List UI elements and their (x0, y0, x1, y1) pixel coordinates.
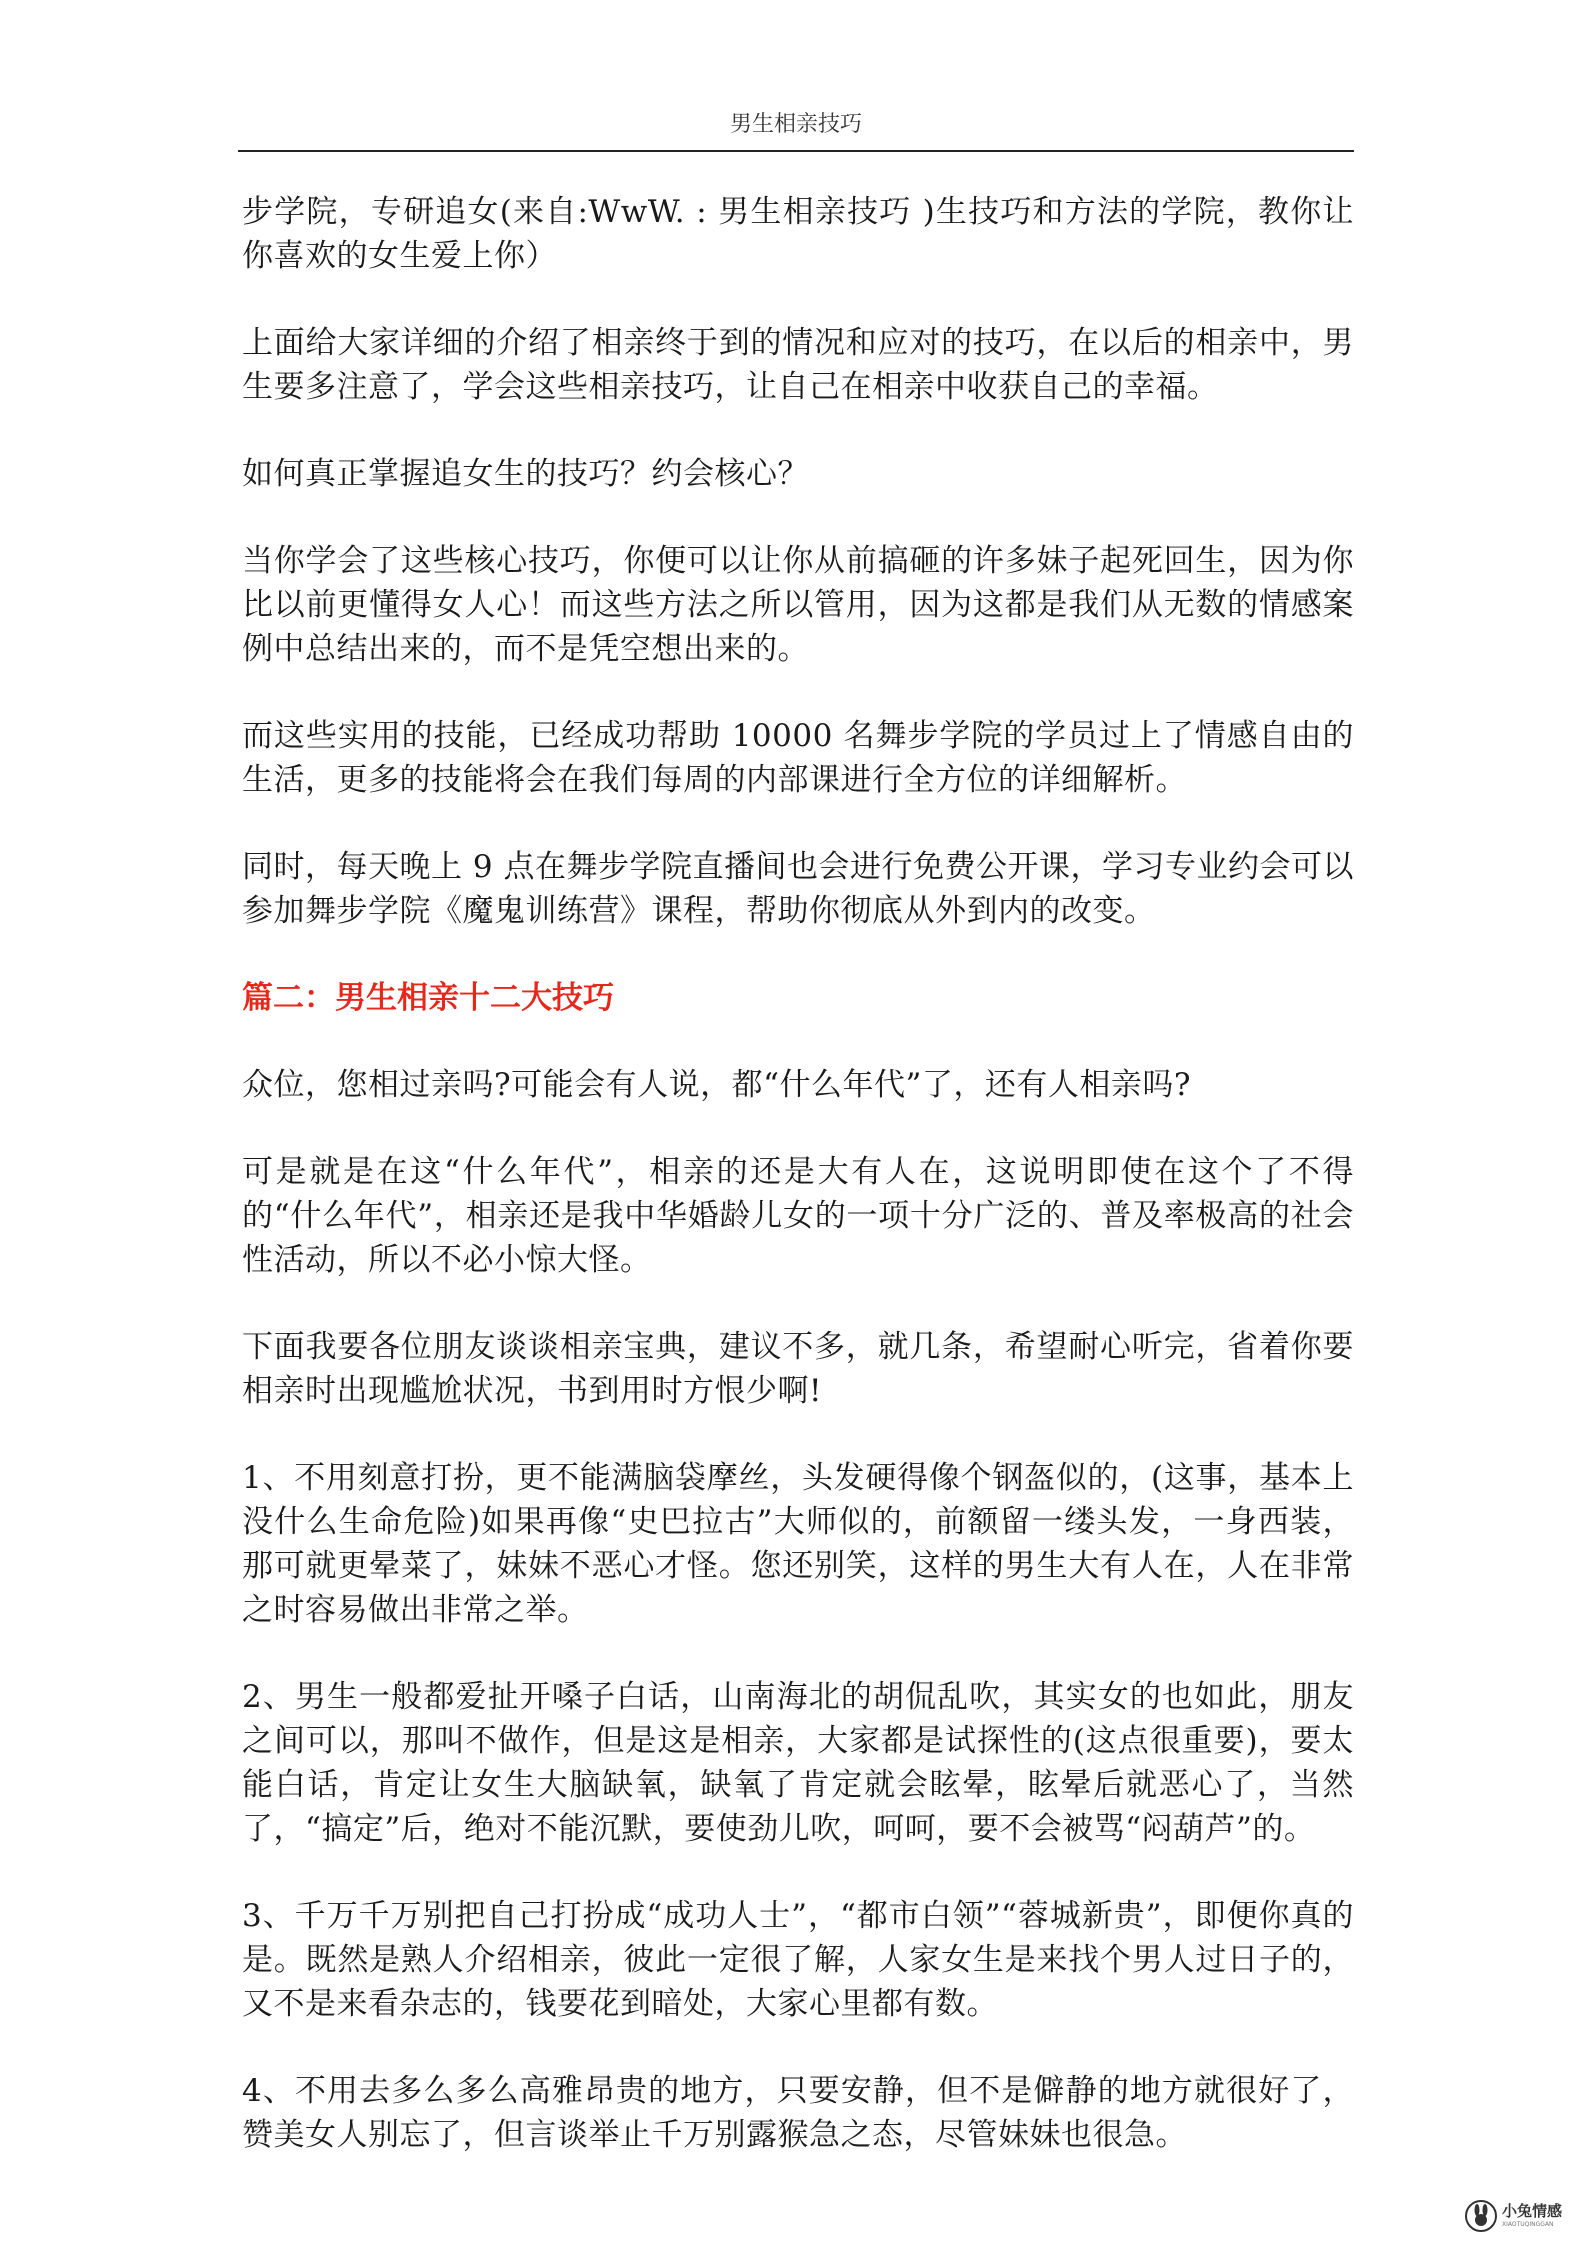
section-paragraph: 众位，您相过亲吗?可能会有人说，都“什么年代”了，还有人相亲吗? (242, 1067, 1191, 1103)
section-paragraph: 可是就是在这“什么年代”，相亲的还是大有人在，这说明即使在这个了不得的“什么年代”，相亲还是我中华婚龄儿女的一项十分广泛的、普及率极高的社会性活动，所以不必小惊大怪。 (242, 1154, 1354, 1278)
page-header-title: 男生相亲技巧 (729, 112, 862, 137)
watermark-name: 小兔情感 (1502, 2202, 1563, 2220)
body-paragraph: 上面给大家详细的介绍了相亲终于到的情况和应对的技巧，在以后的相亲中，男生要多注意了，学会这些相亲技巧，让自己在相亲中收获自己的幸福。 (242, 325, 1354, 405)
watermark-url: XIAOTUQINGGAN (1502, 2221, 1554, 2228)
section-paragraph: 下面我要各位朋友谈谈相亲宝典，建议不多，就几条，希望耐心听完，省着你要相亲时出现尴尬状况，书到用时方恨少啊! (242, 1329, 1354, 1409)
section-paragraph: 2、男生一般都爱扯开嗓子白话，山南海北的胡侃乱吹，其实女的也如此，朋友之间可以，那叫不做作，但是这是相亲，大家都是试探性的(这点很重要)，要太能白话，肯定让女生大脑缺氧，缺氧了肯定就会眩晕，眩晕后就恶心了，当然了，“搞定”后，绝对不能沉默，要使劲儿吹，呵呵，要不会被骂“闷葫芦”的。 (242, 1679, 1354, 1847)
document-body (242, 190, 1354, 2200)
watermark (1464, 2196, 1574, 2236)
page-header (238, 108, 1354, 152)
section-paragraph: 3、千万千万别把自己打扮成“成功人士”，“都市白领”“蓉城新贵”，即便你真的是。既然是熟人介绍相亲，彼此一定很了解，人家女生是来找个男人过日子的，又不是来看杂志的，钱要花到暗处，大家心里都有数。 (242, 1898, 1354, 2022)
body-paragraph: 当你学会了这些核心技巧，你便可以让你从前搞砸的许多妹子起死回生，因为你比以前更懂得女人心！而这些方法之所以管用，因为这都是我们从无数的情感案例中总结出来的，而不是凭空想出来的。 (242, 543, 1354, 667)
body-paragraph: 而这些实用的技能，已经成功帮助 10000 名舞步学院的学员过上了情感自由的生活，更多的技能将会在我们每周的内部课进行全方位的详细解析。 (242, 718, 1354, 798)
section-paragraph: 4、不用去多么多么高雅昂贵的地方，只要安静，但不是僻静的地方就很好了，赞美女人别忘了，但言谈举止千万别露猴急之态，尽管妹妹也很急。 (242, 2073, 1354, 2153)
body-paragraph: 同时，每天晚上 9 点在舞步学院直播间也会进行免费公开课，学习专业约会可以参加舞步学院《魔鬼训练营》课程，帮助你彻底从外到内的改变。 (242, 849, 1354, 929)
rabbit-logo-icon (1464, 2199, 1498, 2233)
section-paragraph: 1、不用刻意打扮，更不能满脑袋摩丝，头发硬得像个钢盔似的，(这事，基本上没什么生命危险)如果再像“史巴拉古”大师似的，前额留一缕头发，一身西装，那可就更晕菜了，妹妹不恶心才怪。您还别笑，这样的男生大有人在，人在非常之时容易做出非常之举。 (242, 1460, 1354, 1628)
body-paragraph: 如何真正掌握追女生的技巧？约会核心？ (242, 456, 809, 492)
section-title: 篇二：男生相亲十二大技巧 (242, 980, 614, 1016)
body-paragraph: 步学院，专研追女(来自:WwW. : 男生相亲技巧 )生技巧和方法的学院，教你让你喜欢的女生爱上你） (242, 194, 1354, 274)
